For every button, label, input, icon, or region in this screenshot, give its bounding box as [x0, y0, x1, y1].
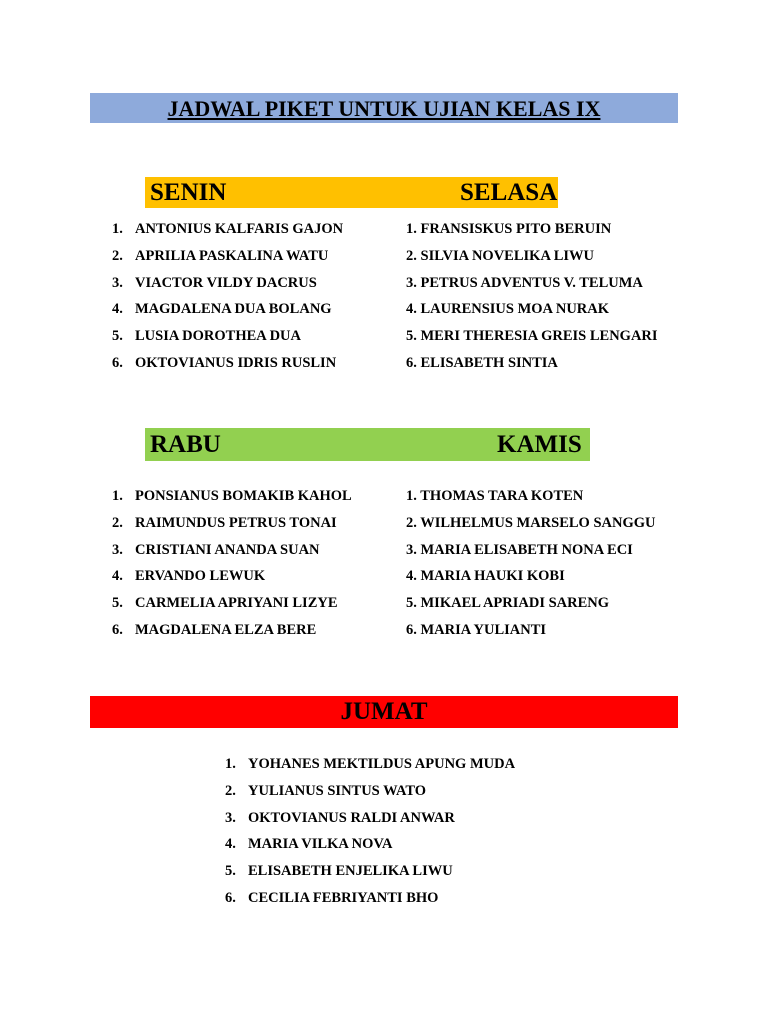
list-item: 2. SILVIA NOVELIKA LIWU: [406, 247, 595, 264]
list-item: 6. OKTOVIANUS IDRIS RUSLIN: [112, 354, 337, 371]
list-item: 3. MARIA ELISABETH NONA ECI: [406, 541, 633, 558]
page-title: JADWAL PIKET UNTUK UJIAN KELAS IX: [167, 96, 601, 121]
list-item: 2. RAIMUNDUS PETRUS TONAI: [112, 514, 337, 531]
day-label-senin: SENIN: [150, 179, 227, 206]
list-kamis: [406, 483, 656, 644]
list-item: 6. ELISABETH SINTIA: [406, 354, 558, 371]
list-item: 6. MAGDALENA ELZA BERE: [112, 621, 317, 638]
list-item: 6. MARIA YULIANTI: [406, 621, 547, 638]
list-item: 5. MERI THERESIA GREIS LENGARI: [406, 328, 658, 345]
list-item: 5. ELISABETH ENJELIKA LIWU: [225, 863, 453, 880]
list-selasa: [406, 216, 658, 377]
list-item: 5. LUSIA DOROTHEA DUA: [112, 328, 301, 345]
list-item: 4. LAURENSIUS MOA NURAK: [406, 301, 610, 318]
list-item: 2. WILHELMUS MARSELO SANGGU: [406, 514, 656, 531]
day-label-selasa: SELASA: [460, 179, 558, 206]
list-item: 3. OKTOVIANUS RALDI ANWAR: [225, 809, 455, 826]
day-label-rabu: RABU: [150, 431, 221, 458]
list-item: 1. YOHANES MEKTILDUS APUNG MUDA: [225, 756, 516, 772]
day-label-kamis: KAMIS: [497, 431, 582, 458]
list-item: 3. PETRUS ADVENTUS V. TELUMA: [406, 274, 643, 291]
day-label-jumat: JUMAT: [340, 698, 428, 725]
list-item: 4. MARIA VILKA NOVA: [225, 836, 393, 853]
list-item: 1. FRANSISKUS PITO BERUIN: [406, 221, 612, 237]
list-item: 1. PONSIANUS BOMAKIB KAHOL: [112, 488, 352, 504]
list-item: 5. MIKAEL APRIADI SARENG: [406, 595, 610, 612]
list-item: 5. CARMELIA APRIYANI LIZYE: [112, 595, 338, 612]
list-item: 2. APRILIA PASKALINA WATU: [112, 247, 329, 264]
list-item: 4. ERVANDO LEWUK: [112, 568, 266, 585]
list-item: 1. ANTONIUS KALFARIS GAJON: [112, 221, 344, 237]
list-rabu: [112, 483, 352, 644]
list-item: 2. YULIANUS SINTUS WATO: [225, 782, 427, 799]
list-senin: [112, 216, 343, 377]
list-item: 4. MARIA HAUKI KOBI: [406, 568, 565, 585]
list-jumat: [225, 751, 515, 912]
list-item: 6. CECILIA FEBRIYANTI BHO: [225, 889, 439, 906]
list-item: 1. THOMAS TARA KOTEN: [406, 488, 584, 504]
list-item: 4. MAGDALENA DUA BOLANG: [112, 301, 332, 318]
list-item: 3. VIACTOR VILDY DACRUS: [112, 274, 317, 291]
list-item: 3. CRISTIANI ANANDA SUAN: [112, 541, 320, 558]
